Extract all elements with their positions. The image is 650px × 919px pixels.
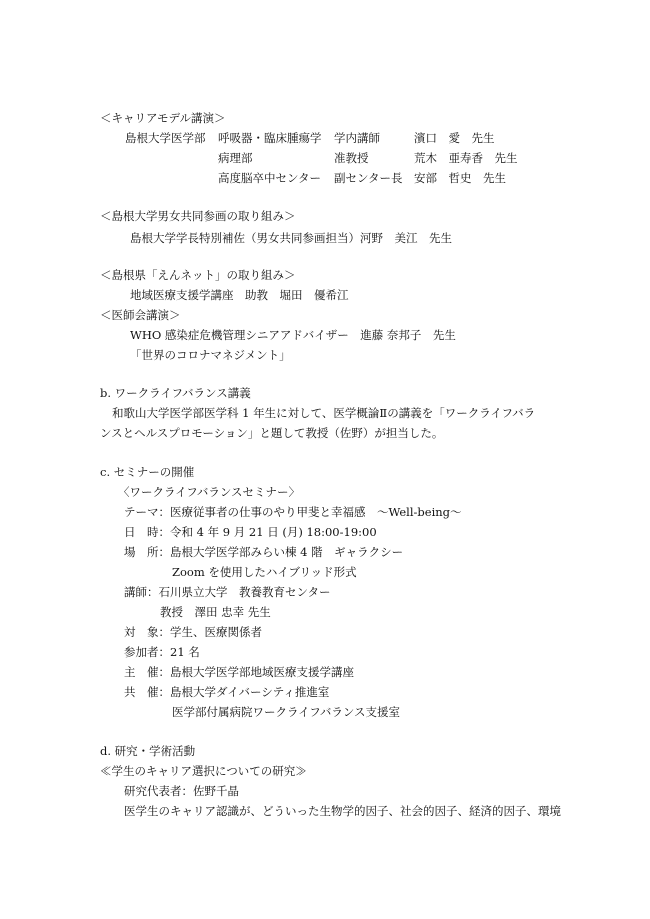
seminar-place-2: Zoom を使用したハイブリッド形式: [172, 565, 357, 579]
seminar-attendees: 参加者：21 名: [124, 645, 200, 659]
career-heading: ＜キャリアモデル講演＞: [100, 111, 226, 125]
section-b-heading: b. ワークライフバランス講義: [100, 386, 251, 400]
study-title: ≪学生のキャリア選択についての研究≫: [100, 764, 307, 778]
section-d-heading: d. 研究・学術活動: [100, 744, 196, 758]
seminar-theme: テーマ：医療従事者の仕事のやり甲斐と幸福感 ～Well-being～: [124, 505, 462, 519]
career-row-3-dept: 高度脳卒中センター: [218, 171, 322, 185]
medical-assoc-heading: ＜医師会講演＞: [100, 308, 181, 322]
seminar-lecturer-2: 教授 澤田 忠幸 先生: [160, 605, 271, 619]
career-row-2-title: 准教授: [334, 151, 369, 165]
study-body: 医学生のキャリア認識が、どういった生物学的因子、社会的因子、経済的因子、環境: [124, 804, 561, 818]
section-c-heading: c. セミナーの開催: [100, 465, 195, 479]
section-b-body-line2: ンスとヘルスプロモーション」と題して教授（佐野）が担当した。: [100, 426, 444, 440]
seminar-host: 主 催：島根大学医学部地域医療支援学講座: [124, 665, 354, 679]
gender-line: 島根大学学長特別補佐（男女共同参画担当）河野 美江 先生: [130, 231, 452, 245]
seminar-lecturer: 講師：石川県立大学 教養教育センター: [124, 585, 331, 599]
seminar-title: 〈ワークライフバランスセミナー〉: [118, 485, 301, 499]
medical-assoc-line2: 「世界のコロナマネジメント」: [130, 348, 291, 362]
career-row-3-title: 副センター長: [334, 171, 403, 185]
ennet-line: 地域医療支援学講座 助教 堀田 優希江: [130, 288, 349, 302]
career-row-1-dept: 呼吸器・臨床腫瘍学: [218, 131, 322, 145]
seminar-cohost-2: 医学部付属病院ワークライフバランス支援室: [172, 705, 401, 719]
seminar-datetime: 日 時：令和 4 年 9 月 21 日 (月) 18:00-19:00: [124, 525, 377, 539]
career-row-3-name: 安部 哲史 先生: [414, 171, 506, 185]
seminar-cohost: 共 催：島根大学ダイバーシティ推進室: [124, 685, 330, 699]
seminar-place: 場 所：島根大学医学部みらい棟 4 階 ギャラクシー: [124, 545, 404, 559]
medical-assoc-line1: WHO 感染症危機管理シニアアドバイザー 進藤 奈邦子 先生: [130, 328, 456, 342]
section-b-body-line1: 和歌山大学医学部医学科 1 年生に対して、医学概論Ⅱの講義を「ワークライフバラ: [112, 406, 536, 420]
career-row-2-dept: 病理部: [218, 151, 253, 165]
gender-heading: ＜島根大学男女共同参画の取り組み＞: [100, 209, 296, 223]
ennet-heading: ＜島根県「えんネット」の取り組み＞: [100, 268, 296, 282]
career-row-1-name: 濱口 愛 先生: [414, 131, 495, 145]
career-row-1-org: 島根大学医学部: [125, 131, 206, 145]
seminar-target: 対 象：学生、医療関係者: [124, 625, 262, 639]
study-pi: 研究代表者：佐野千晶: [124, 784, 239, 798]
career-row-2-name: 荒木 亜寿香 先生: [414, 151, 518, 165]
career-row-1-title: 学内講師: [334, 131, 380, 145]
